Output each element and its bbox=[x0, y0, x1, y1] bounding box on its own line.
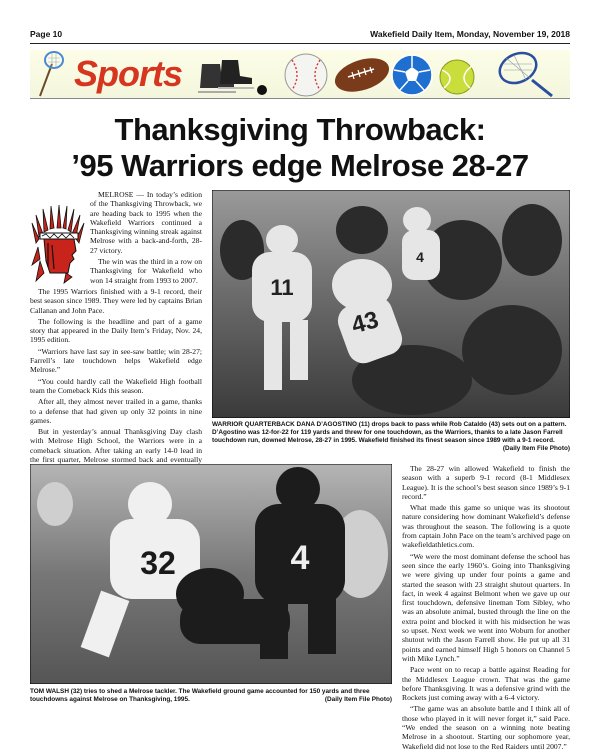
tennis-ball-icon bbox=[440, 60, 474, 94]
photo-credit: (Daily Item File Photo) bbox=[502, 445, 570, 452]
article-right-column bbox=[402, 464, 570, 753]
jersey-number: 4 bbox=[416, 249, 424, 265]
header-rule bbox=[30, 43, 570, 44]
caption-text: TOM WALSH (32) tries to shed a Melrose tackler. The Wakefield ground game accounted for 150 yards and three touchdowns against Melrose on Thanksgiving, 1995. bbox=[30, 688, 370, 703]
article-paragraph: But in yesterday’s annual Thanksgiving Day clash with Melrose High School, the Warriors were in a comeback situation. After taking an early 14-0 lead in the first quarter, Melrose stormed back and eventually bbox=[30, 427, 202, 465]
article-paragraph: “We were the most dominant defense the school has seen since the early 1960’s. Going into Thanksgiving we were giving up under four points a game and started the season with 23 straight shutout quarters. In fact, in week 4 against Belmont when we gave up our first touchdown, defensive lineman Tom Sibley, who was an absolute animal, busted through the line on the extra point and blocked it with his midsection he was so upset. Next week we went into Woburn for another shutout with the Jason Farrell show. He put up all 31 points and earned himself High 5 honors on Channel 5 with Mike Lynch.” bbox=[402, 551, 570, 663]
lacrosse-stick-icon bbox=[40, 52, 63, 96]
article-paragraph: “Warriors have last say in see-saw battle; win 28-27; Farrell’s late touchdown helps Wakefield edge Melrose.” bbox=[30, 346, 202, 375]
article-paragraph: The win was the third in a row on Thanksgiving for Wakefield who won 14 straight from 1993 to 2007. bbox=[90, 257, 202, 285]
jersey-number: 32 bbox=[140, 545, 176, 581]
sports-section-title: Sports bbox=[74, 53, 183, 94]
article-paragraph: After all, they almost never trailed in a game, thanks to a defense that had given up only 32 points in nine games. bbox=[30, 397, 202, 425]
photo-caption-1 bbox=[212, 421, 570, 453]
warriors-logo bbox=[30, 203, 86, 285]
article-paragraph: What made this game so unique was its shootout nature considering how dominant Wakefield’s defense was throughout the season. The following is a quote from captain John Pace on the team’s archived page on wakefieldathletics.com. bbox=[402, 503, 570, 550]
jersey-number: 43 bbox=[348, 306, 382, 340]
headline-line-2: ’95 Warriors edge Melrose 28-27 bbox=[71, 148, 529, 183]
page-number: Page 10 bbox=[30, 29, 63, 39]
article-paragraph: MELROSE — In today’s edition of the Thanksgiving Throwback, we are heading back to 1995 when the Wakefield Warriors continued a Thanksgiving winning streak against Melrose with a back-and-forth, 28-27 victory. bbox=[90, 190, 202, 255]
jersey-number: 4 bbox=[290, 539, 310, 577]
tennis-racket-icon bbox=[495, 50, 552, 96]
soccer-ball-icon bbox=[392, 55, 432, 95]
photo-credit: (Daily Item File Photo) bbox=[324, 696, 392, 703]
headline-line-1: Thanksgiving Throwback: bbox=[114, 112, 486, 147]
article-paragraph: The 28-27 win allowed Wakefield to finish the season with a superb 9-1 record (8-1 Middlesex League). It is the school’s best season since 1989’s 9-1 record.” bbox=[402, 464, 570, 501]
article-paragraph: The 1995 Warriors finished with a 9-1 record, their best season since 1989. They were led by captains Brian Callanan and John Pace. bbox=[30, 286, 202, 315]
jersey-number: 11 bbox=[270, 275, 294, 300]
skates-icon bbox=[198, 60, 267, 95]
caption-text: WARRIOR QUARTERBACK DANA D’AGOSTINO (11) drops back to pass while Rob Cataldo (43) sets out on a pattern. D’Agostino was 12-for-22 for 119 yards and threw for one touchdown, as the Warriors, thanks to a late Jason Farrell touchdown run, downed Melrose, 28-27 in 1995. Wakefield finished its finest season since 1989 with a 9-1 record. bbox=[212, 421, 567, 444]
article-paragraph: Pace went on to recap a battle against Reading for the Middlesex League crown. That was the game before Thanksgiving. It was a defensive grind with the Rockets just coming away with a 6-4 victory. bbox=[402, 665, 570, 703]
article-paragraph: “You could hardly call the Wakefield High football team the Comeback Kids this season. bbox=[30, 376, 202, 395]
article-paragraph: The following is the headline and part of a game story that appeared in the Daily Item’s Friday, Nov. 24, 1995 edition. bbox=[30, 316, 202, 345]
article-paragraph: “The game was an absolute battle and I think all of those who played in it will never forget it,” said Pace. “We ended the season on a winning note beating Melrose in a shootout. Starting our sophomore year, Wakefield did not lose to the Red Raiders until 2007.” bbox=[402, 704, 570, 751]
baseball-icon bbox=[285, 54, 327, 96]
game-photo-quarterback bbox=[212, 190, 570, 418]
game-photo-tackle bbox=[30, 464, 392, 684]
sports-banner bbox=[30, 50, 570, 99]
photo-caption-2 bbox=[30, 688, 392, 704]
football-icon bbox=[331, 52, 394, 98]
dateline: Wakefield Daily Item, Monday, November 19, 2018 bbox=[370, 29, 570, 39]
